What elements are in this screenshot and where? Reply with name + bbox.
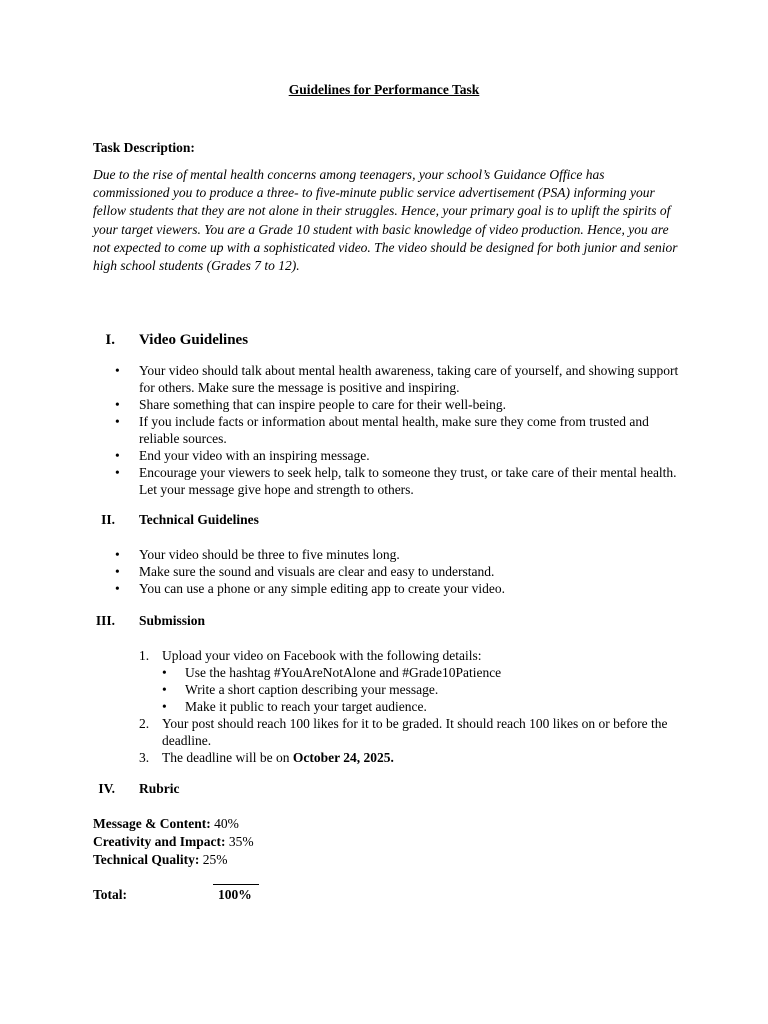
list-item: • Make it public to reach your target audience.	[162, 699, 427, 714]
list-item: • Make sure the sound and visuals are clear and easy to understand.	[115, 564, 495, 579]
bullet-icon: •	[115, 363, 120, 378]
section-title: Submission	[139, 613, 206, 628]
step-text: Upload your video on Facebook with the following details:	[162, 648, 482, 663]
bullet-icon: •	[162, 665, 167, 680]
submission-steps-list	[139, 647, 672, 766]
rubric-value: 40%	[214, 816, 239, 831]
rubric-value: 25%	[202, 852, 228, 867]
section-title: Rubric	[139, 781, 180, 796]
section-numeral: IV.	[98, 781, 115, 796]
bullet-icon: •	[115, 448, 120, 463]
video-guidelines-list	[115, 362, 679, 498]
bullet-icon: •	[115, 465, 120, 480]
list-item: • Encourage your viewers to seek help, talk to someone they trust, or take care of their mental health. Let your message give hope and strength to others.	[115, 465, 677, 497]
total-value: 100%	[218, 887, 252, 902]
step-number: 2.	[139, 716, 150, 731]
section-title: Video Guidelines	[139, 332, 249, 348]
list-item: • Write a short caption describing your message.	[162, 682, 439, 697]
bullet-icon: •	[162, 682, 167, 697]
bullet-icon: •	[115, 581, 120, 596]
document-title: Guidelines for Performance Task	[288, 82, 480, 97]
rubric-label: Message & Content:	[93, 816, 211, 831]
rubric-label: Creativity and Impact:	[93, 834, 226, 849]
list-item: • Share something that can inspire people to care for their well-being.	[115, 397, 506, 412]
list-item: • Use the hashtag #YouAreNotAlone and #Grade10Patience	[162, 665, 502, 680]
total-label: Total:	[93, 887, 128, 902]
list-item: • Your video should talk about mental health awareness, taking care of yourself, and showing support for others. Make sure the message is positive and inspiring.	[115, 363, 679, 395]
list-item	[139, 715, 672, 749]
submission-details-list	[162, 664, 672, 715]
total-divider	[213, 884, 259, 885]
rubric-list	[93, 815, 254, 869]
list-item	[139, 749, 672, 766]
task-description-text: Due to the rise of mental health concerns among teenagers, your school’s Guidance Office has commissioned you to produce a three- to five-minute public service advertisement (PSA) informing your fellow students that they are not alone in their struggles. Hence, your primary goal is to uplift the spirits of your target viewers. You are a Grade 10 student with basic knowledge of video production. Hence, you are not expected to come up with a sophisticated video. The video should be designed for both junior and senior high school students (Grades 7 to 12).	[93, 167, 678, 274]
task-description-label: Task Description:	[93, 140, 195, 155]
bullet-icon: •	[115, 397, 120, 412]
rubric-value: 35%	[228, 834, 254, 849]
step-text: Your post should reach 100 likes for it to be graded. It should reach 100 likes on or before the deadline.	[162, 716, 668, 748]
step-number: 1.	[139, 648, 150, 663]
section-title: Technical Guidelines	[139, 512, 259, 527]
bullet-icon: •	[115, 564, 120, 579]
list-item: • Your video should be three to five minutes long.	[115, 547, 400, 562]
list-item: • You can use a phone or any simple editing app to create your video.	[115, 581, 506, 596]
rubric-label: Technical Quality:	[93, 852, 200, 867]
rubric-item	[93, 851, 254, 869]
bullet-icon: •	[162, 699, 167, 714]
rubric-item	[93, 833, 254, 851]
deadline-date: October 24, 2025.	[292, 750, 394, 765]
list-item: • If you include facts or information about mental health, make sure they come from trusted and reliable sources.	[115, 414, 649, 446]
section-numeral: II.	[101, 512, 115, 527]
step-number: 3.	[139, 750, 150, 765]
step-text: The deadline will be on	[162, 750, 293, 765]
list-item: • End your video with an inspiring message.	[115, 448, 370, 463]
bullet-icon: •	[115, 414, 120, 429]
rubric-item	[93, 815, 254, 833]
list-item	[139, 647, 672, 715]
section-numeral: III.	[95, 613, 115, 628]
bullet-icon: •	[115, 547, 120, 562]
section-numeral: I.	[105, 332, 115, 348]
technical-guidelines-list	[115, 546, 679, 597]
